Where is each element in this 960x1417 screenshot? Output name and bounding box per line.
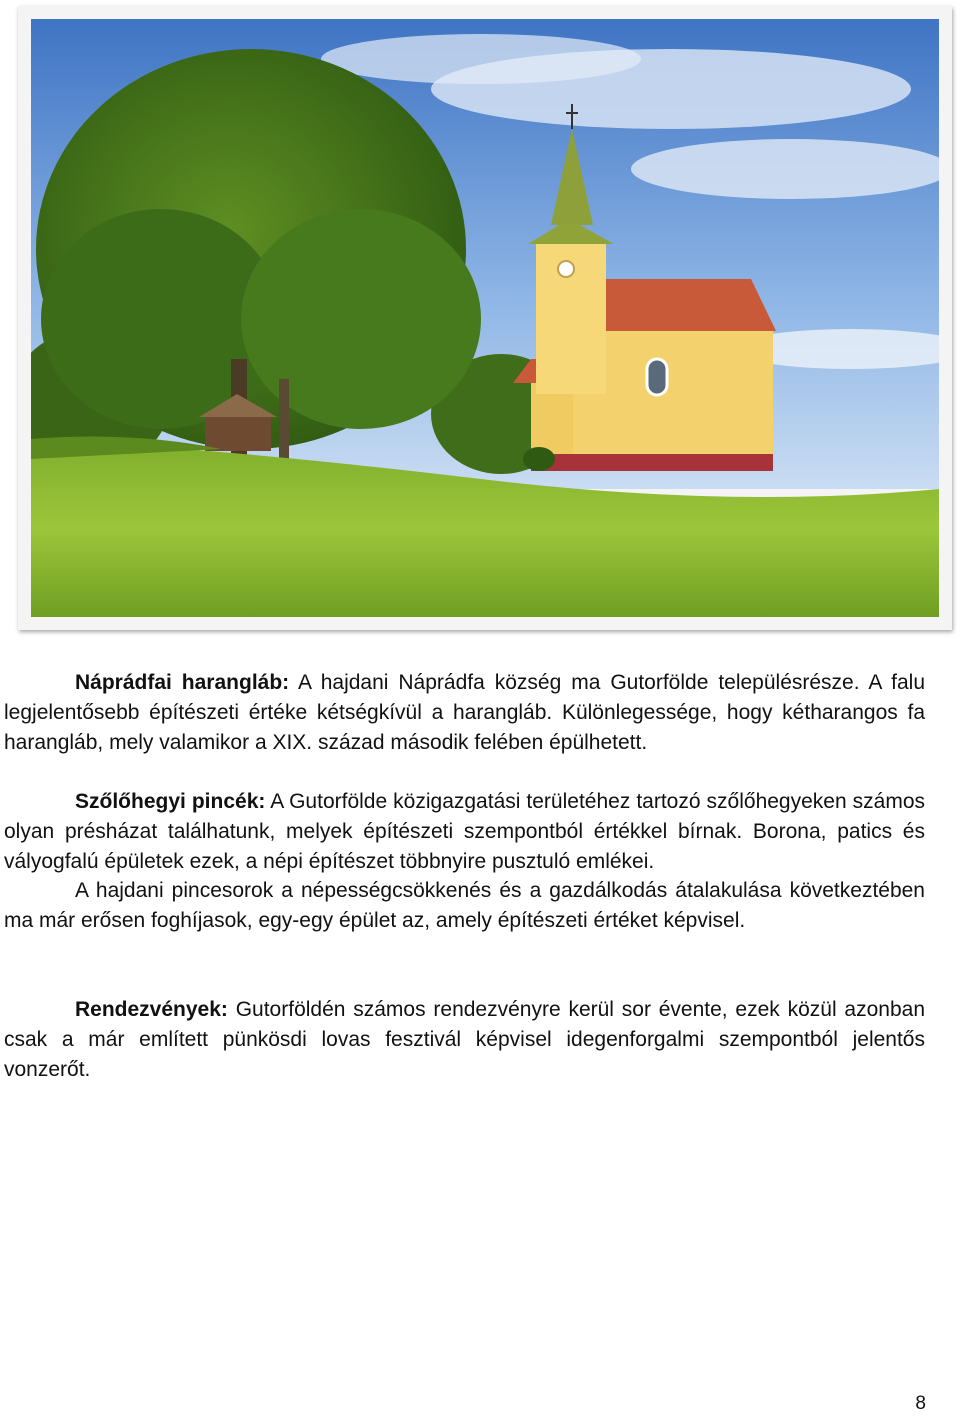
church-photo	[31, 19, 939, 617]
paragraph-text: Gutorföldén számos rendezvényre kerül sor évente, ezek közül azonban csak a már említett pünkösdi lovas fesztivál képvisel idegenforgalmi szempontból jelentős vonzerőt.	[4, 998, 925, 1081]
paragraph-label: Szőlőhegyi pincék:	[75, 790, 266, 813]
church-illustration	[31, 19, 939, 617]
paragraph-text: A hajdani Náprádfa község ma Gutorfölde településrésze. A falu legjelentősebb építészeti értéke kétségkívül a harangláb. Különlegessége, hogy kétharangos fa harangláb, mely valamikor a XIX. század második felében épülhetett.	[4, 671, 925, 754]
paragraph-continuation: A hajdani pincesorok a népességcsökkenés és a gazdálkodás átalakulása következtében ma már erősen foghíjasok, egy-egy épület az, amely építészeti értéket képvisel.	[4, 879, 925, 933]
paragraph-text: A Gutorfölde közigazgatási területéhez tartozó szőlőhegyeken számos olyan présházat találhatunk, melyek építészeti szempontból értékkel bírnak. Borona, patics és vályogfalú épületek ezek, a népi építészet többnyire pusztuló emlékei.	[4, 790, 926, 873]
photo-frame	[18, 6, 952, 630]
paragraph-naprádfai-haranglab	[4, 668, 925, 757]
paragraph-szolohegyi-pincek	[4, 787, 925, 936]
paragraph-label: Rendezvények:	[75, 998, 228, 1021]
paragraph-rendezvenyek	[4, 995, 925, 1084]
paragraph-label: Náprádfai harangláb:	[75, 671, 290, 694]
page-number: 8	[915, 1393, 926, 1414]
